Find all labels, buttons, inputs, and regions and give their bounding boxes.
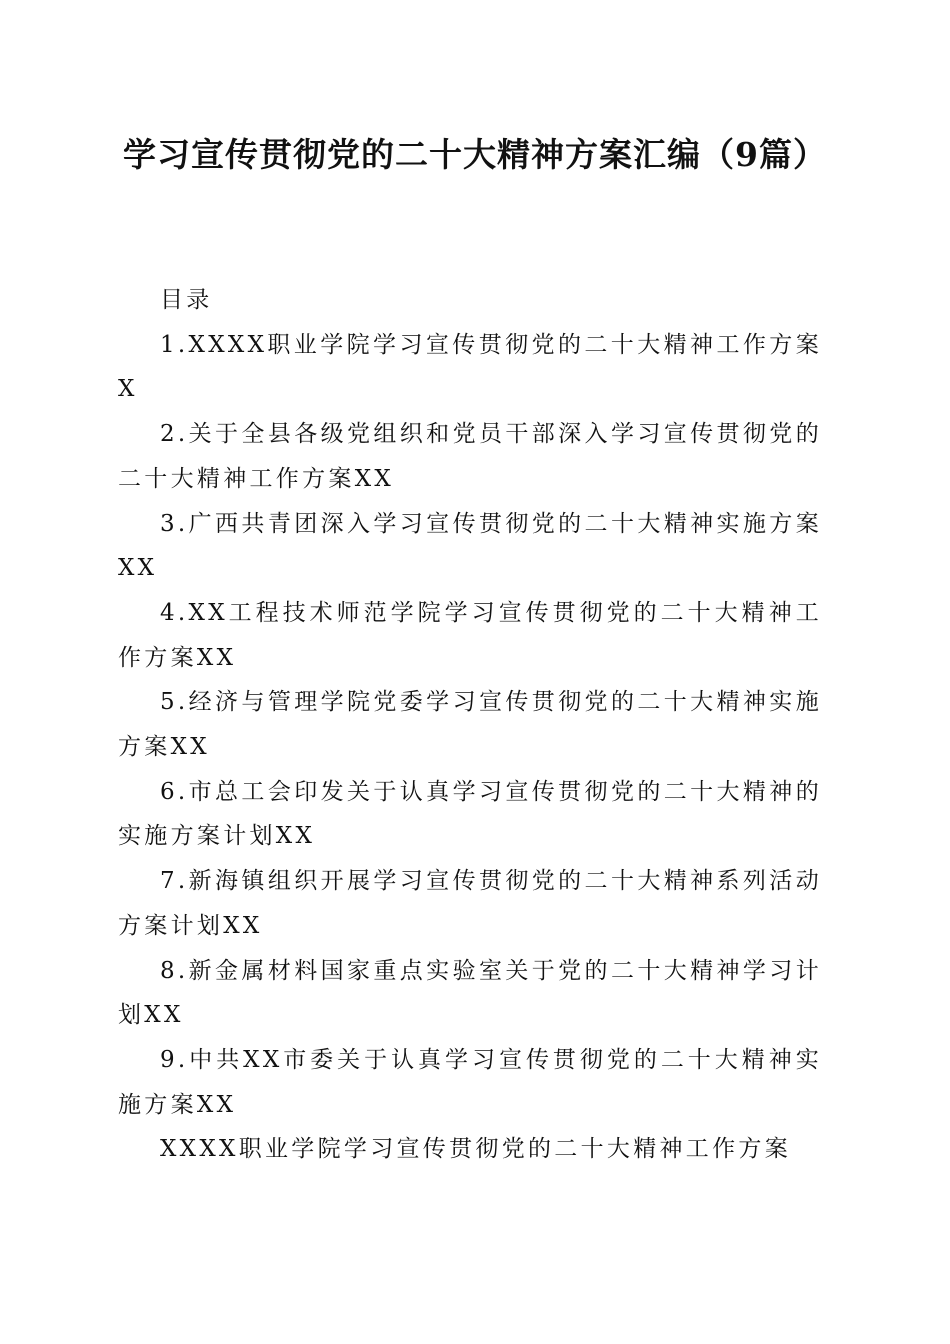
toc-item-6: 6.市总工会印发关于认真学习宣传贯彻党的二十大精神的实施方案计划XX (118, 778, 822, 850)
toc-item-9: 9.中共XX市委关于认真学习宣传贯彻党的二十大精神实施方案XX (118, 1046, 822, 1118)
document-title: 学习宣传贯彻党的二十大精神方案汇编（9篇） (123, 135, 827, 174)
toc-item-7: 7.新海镇组织开展学习宣传贯彻党的二十大精神系列活动方案计划XX (118, 868, 822, 939)
toc-item-3: 3.广西共青团深入学习宣传贯彻党的二十大精神实施方案XX (118, 510, 822, 582)
section-heading: XXXX职业学院学习宣传贯彻党的二十大精神工作方案 (160, 1136, 791, 1163)
toc-item-8: 8.新金属材料国家重点实验室关于党的二十大精神学习计划XX (118, 957, 822, 1029)
toc-item-2: 2.关于全县各级党组织和党员干部深入学习宣传贯彻党的二十大精神工作方案XX (118, 421, 822, 492)
toc-item-5: 5.经济与管理学院党委学习宣传贯彻党的二十大精神实施方案XX (118, 689, 822, 761)
toc-item-4: 4.XX工程技术师范学院学习宣传贯彻党的二十大精神工作方案XX (118, 599, 822, 671)
toc-item-1: 1.XXXX职业学院学习宣传贯彻党的二十大精神工作方案X (118, 331, 822, 403)
document-body (118, 278, 822, 1172)
toc-heading: 目录 (160, 287, 213, 313)
